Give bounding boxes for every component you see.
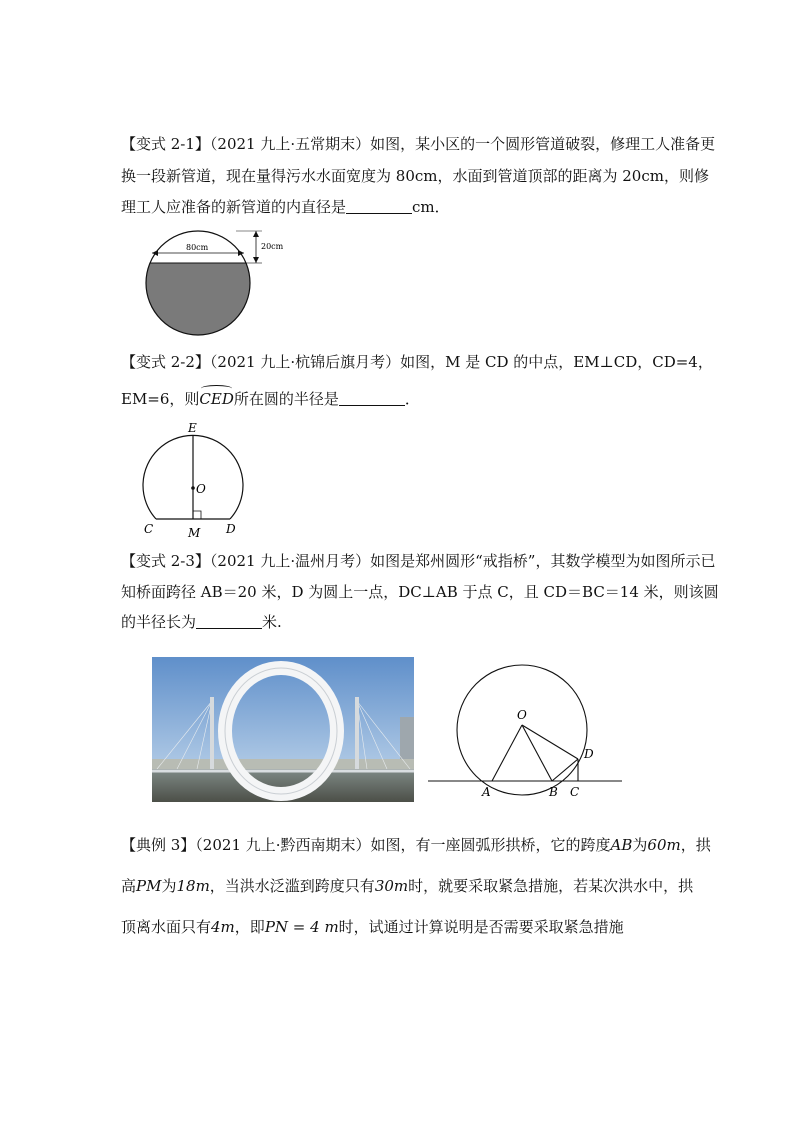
- p4-text: ，当洪水泛滥到跨度只有: [209, 877, 375, 895]
- p2-line2-post: ．: [404, 390, 420, 408]
- p4-math-30m: 30m: [374, 877, 409, 895]
- p4-text: 时，试通过计算说明是否需要采取紧急措施: [338, 918, 624, 936]
- p1-line2: 换一段新管道，现在量得污水水面宽度为 80cm，水面到管道顶部的距离为 20cm，则修: [121, 167, 709, 185]
- p4-math-pm: PM: [136, 877, 162, 895]
- answer-blank: [339, 391, 405, 406]
- width-label: 80cm: [186, 243, 209, 252]
- label-b: B: [549, 785, 558, 799]
- segment-bd: [552, 759, 578, 781]
- p3-line3-pre: 的半径长为: [121, 613, 197, 631]
- p1-line3-post: cm．: [412, 198, 450, 216]
- label-o: O: [196, 482, 206, 496]
- p2-line2: [121, 389, 420, 409]
- segment-od: [522, 725, 578, 759]
- p4-math-pn: PN = 4 m: [264, 918, 339, 936]
- p4-line3: [121, 917, 624, 937]
- arc-figure: [138, 420, 248, 542]
- label-m: M: [188, 526, 201, 540]
- p4-text: 顶离水面只有: [121, 918, 212, 936]
- p3-line2: 知桥面跨径 AB＝20 米，D 为圆上一点，DC⊥AB 于点 C，且 CD＝BC＝14 米，则该圆: [121, 583, 719, 601]
- segment-ob: [522, 725, 552, 781]
- p1-line3-pre: 理工人应准备的新管道的内直径是: [121, 198, 347, 216]
- p4-text: 高: [121, 877, 137, 895]
- p4-line1: [121, 835, 711, 855]
- p4-math-4m: 4m: [211, 918, 235, 936]
- arc-mark: [201, 385, 231, 392]
- center-point: [191, 486, 195, 490]
- right-angle-mark: [193, 511, 201, 519]
- p1-line3: [121, 197, 450, 217]
- height-label: 20cm: [261, 242, 284, 251]
- label-o: O: [517, 708, 527, 722]
- p1-line1: 【变式 2-1】（2021 九上·五常期末）如图，某小区的一个圆形管道破裂，修理工人准备更: [121, 135, 716, 153]
- label-a: A: [482, 785, 491, 799]
- p4-text: 时，就要采取紧急措施，若某次洪水中，拱: [408, 877, 694, 895]
- label-e: E: [188, 421, 197, 435]
- p2-line2-pre: EM=6，则: [121, 390, 200, 408]
- p2-line1: 【变式 2-2】（2021 九上·杭锦后旗月考）如图，M 是 CD 的中点，EM⊥CD，CD=4，: [121, 353, 713, 371]
- p4-math-ab: AB: [610, 836, 633, 854]
- ring-bridge-photo: [152, 657, 414, 802]
- arc-ced-label: CED: [199, 390, 234, 408]
- p4-line2: [121, 876, 693, 896]
- p4-math-60m: 60m: [647, 836, 681, 854]
- arc-ced: [199, 389, 233, 409]
- label-d: D: [226, 522, 236, 536]
- ring-bridge-illustration: [152, 657, 414, 802]
- label-c: C: [570, 785, 580, 799]
- p4-text: 为: [632, 836, 648, 854]
- p4-math-18m: 18m: [176, 877, 210, 895]
- p3-line3: [121, 612, 282, 632]
- p3-line1: 【变式 2-3】（2021 九上·温州月考）如图是郑州圆形“戒指桥”，其数学模型为如图所示已: [121, 552, 716, 570]
- pipe-figure: [140, 226, 300, 338]
- answer-blank: [346, 199, 412, 214]
- segment-oa: [492, 725, 522, 781]
- answer-blank: [196, 614, 262, 629]
- p4-text: 为: [161, 877, 177, 895]
- p4-text: 【典例 3】（2021 九上·黔西南期末）如图，有一座圆弧形拱桥，它的跨度: [121, 836, 611, 854]
- circle-o: [457, 665, 587, 795]
- p2-line2-mid: 所在圆的半径是: [233, 390, 339, 408]
- label-d: D: [584, 747, 594, 761]
- label-c: C: [144, 522, 154, 536]
- p4-text: ，即: [234, 918, 265, 936]
- p3-line3-post: 米.: [262, 613, 282, 631]
- ring-bridge-model: [426, 656, 626, 802]
- p4-text: ，拱: [680, 836, 711, 854]
